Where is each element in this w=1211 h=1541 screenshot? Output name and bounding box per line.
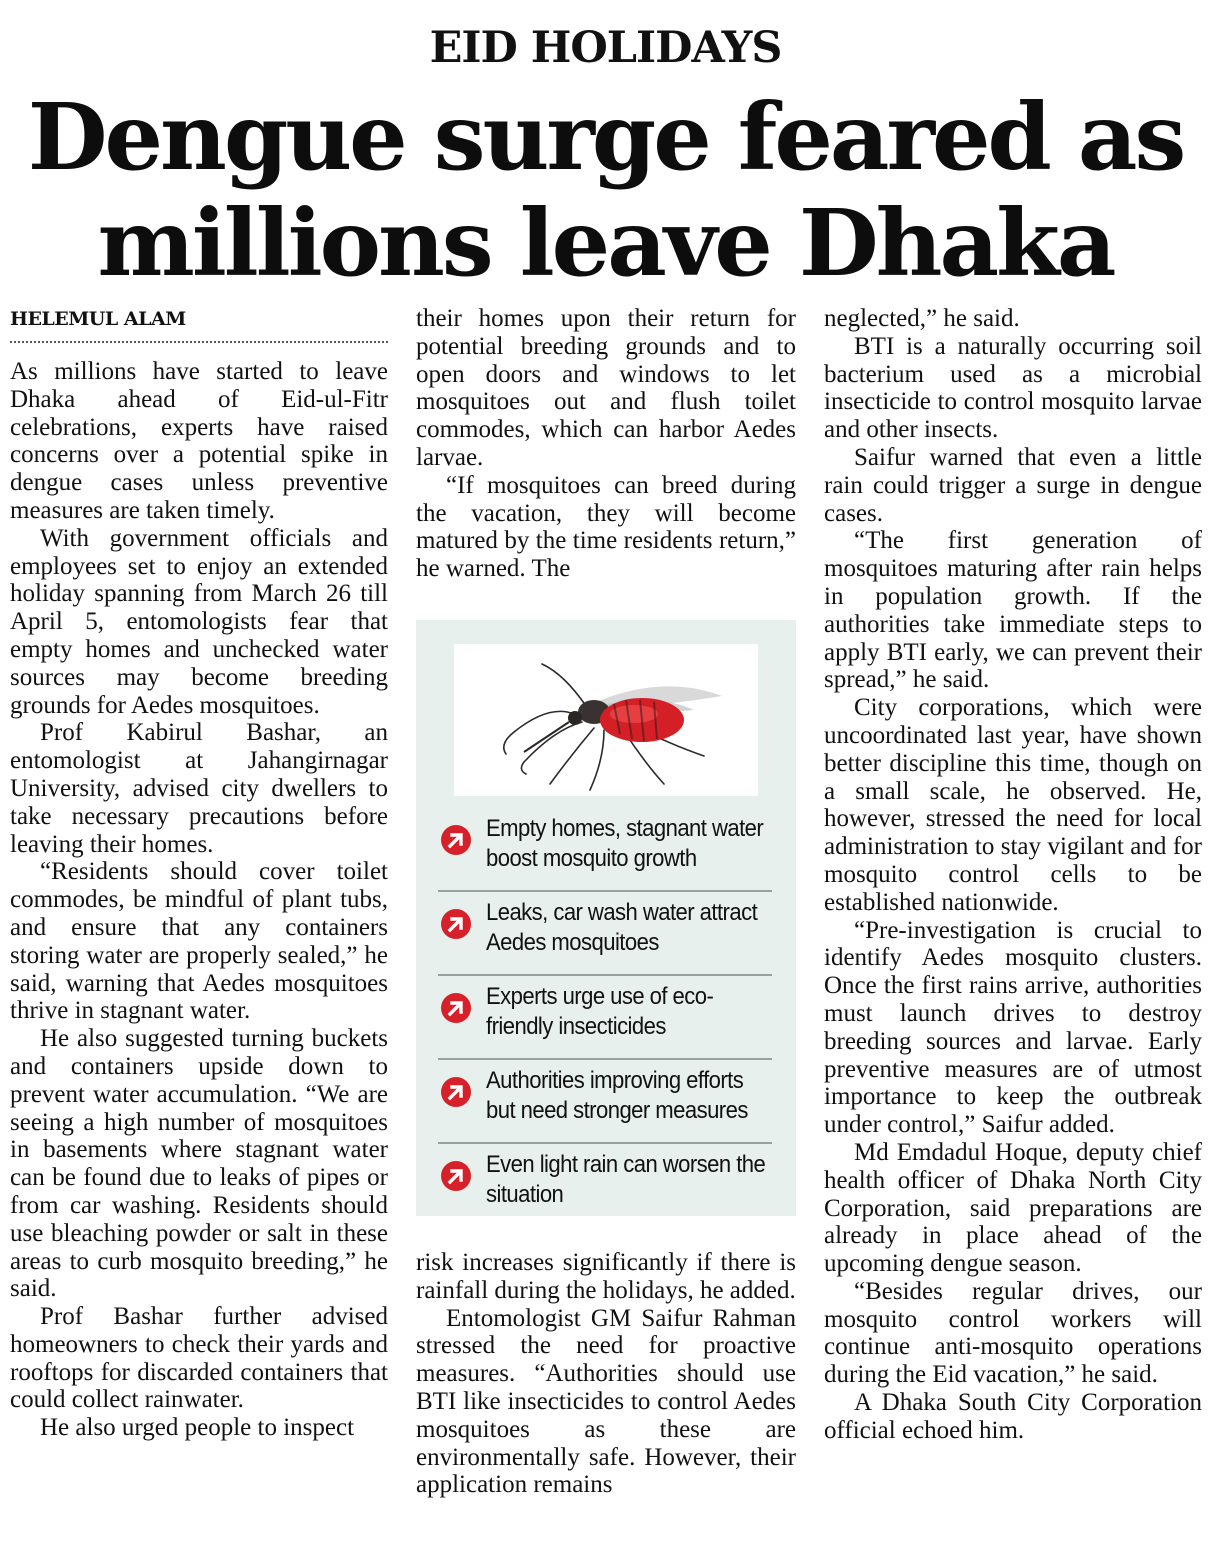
highlight-line: Experts urge use of eco- bbox=[486, 983, 714, 1010]
list-item bbox=[438, 978, 772, 1060]
paragraph: BTI is a naturally occurring soil bacterium used as a microbial insecticide to control mosquito larvae and other insects. bbox=[824, 332, 1202, 444]
arrow-circle-icon bbox=[440, 824, 472, 856]
paragraph: “The first generation of mosquitoes maturing after rain helps in population growth. If the authorities take immediate steps to apply BTI early, we can prevent their spread,” he said. bbox=[824, 527, 1202, 694]
paragraph: Md Emdadul Hoque, deputy chief health officer of Dhaka North City Corporation, said preparations are already in place ahead of the upcoming dengue season. bbox=[824, 1138, 1202, 1278]
arrow-circle-icon bbox=[440, 908, 472, 940]
highlight-line: situation bbox=[486, 1181, 564, 1208]
paragraph: Entomologist GM Saifur Rahman stressed the need for proactive measures. “Authorities should use BTI like insecticides to control Aedes mosquitoes as these are environmentally safe. However, their application remains bbox=[416, 1304, 796, 1499]
paragraph: City corporations, which were uncoordinated last year, have shown better discipline this time, though on a small scale, he observed. He, however, stressed the need for local administration to stay vigilant and for mosquito control cells to be established nationwide. bbox=[824, 694, 1202, 916]
byline-divider bbox=[10, 341, 388, 343]
highlight-line: boost mosquito growth bbox=[486, 845, 697, 872]
paragraph: As millions have started to leave Dhaka ahead of Eid-ul-Fitr celebrations, experts have raised concerns over a potential spike in dengue cases unless preventive measures are taken timely. bbox=[10, 358, 388, 524]
headline-line-1: Dengue surge feared as bbox=[27, 83, 1184, 191]
highlight-text bbox=[486, 898, 758, 958]
paragraph: He also suggested turning buckets and containers upside down to prevent water accumulation. “We are seeing a high number of mosquitoes in basements where stagnant water can be found due to leaks of pipes or from car washing. Residents should use bleaching powder or salt in these areas to curb mosquito breeding,” he said. bbox=[10, 1025, 388, 1303]
paragraph: “Besides regular drives, our mosquito control workers will continue anti-mosquito operations during the Eid vacation,” he said. bbox=[824, 1277, 1202, 1389]
article-column-2-bottom bbox=[416, 1249, 796, 1499]
highlights-list bbox=[438, 810, 772, 1228]
byline: HELEMUL ALAM bbox=[10, 308, 186, 330]
list-item bbox=[438, 1146, 772, 1226]
highlight-line: Leaks, car wash water attract bbox=[486, 899, 758, 926]
paragraph: Prof Bashar further advised homeowners to check their yards and rooftops for discarded containers that could collect rainwater. bbox=[10, 1303, 388, 1414]
paragraph: neglected,” he said. bbox=[824, 305, 1020, 332]
paragraph: “If mosquitoes can breed during the vacation, they will become matured by the time residents return,” he warned. The bbox=[416, 471, 796, 583]
article-column-3 bbox=[824, 305, 1202, 1445]
paragraph: “Pre-investigation is crucial to identify Aedes mosquito clusters. Once the first rains arrive, authorities must launch drives to destroy breeding sources and larvae. Early preventive measures are of utmost importance to keep the outbreak under control,” Saifur added. bbox=[824, 916, 1202, 1139]
headline bbox=[0, 84, 1211, 296]
highlight-line: Aedes mosquitoes bbox=[486, 929, 659, 956]
paragraph: He also urged people to inspect bbox=[40, 1414, 355, 1442]
highlight-line: but need stronger measures bbox=[486, 1097, 748, 1124]
paragraph: Saifur warned that even a little rain could trigger a surge in dengue cases. bbox=[824, 443, 1202, 527]
highlight-text bbox=[486, 1066, 753, 1126]
list-item bbox=[438, 894, 772, 976]
article-column-1 bbox=[10, 358, 388, 1442]
article-column-2-top bbox=[416, 305, 796, 583]
highlight-line: friendly insecticides bbox=[486, 1013, 666, 1040]
highlight-line: Empty homes, stagnant water bbox=[486, 815, 764, 842]
arrow-circle-icon bbox=[440, 992, 472, 1024]
highlight-text bbox=[486, 1150, 766, 1210]
highlight-text bbox=[486, 814, 764, 874]
paragraph: Prof Kabirul Bashar, an entomologist at Jahangirnagar University, advised city dwellers to take necessary precautions before leaving their homes. bbox=[10, 719, 388, 858]
paragraph: “Residents should cover toilet commodes, be mindful of plant tubs, and ensure that any containers storing water are properly sealed,” he said, warning that Aedes mosquitoes thrive in stagnant water. bbox=[10, 858, 388, 1025]
highlight-line: Even light rain can worsen the bbox=[486, 1151, 766, 1178]
arrow-circle-icon bbox=[440, 1076, 472, 1108]
mosquito-photo bbox=[454, 644, 758, 796]
list-item bbox=[438, 1062, 772, 1144]
mosquito-illustration bbox=[454, 644, 758, 796]
highlight-line: Authorities improving efforts bbox=[486, 1067, 744, 1094]
arrow-circle-icon bbox=[440, 1160, 472, 1192]
paragraph: their homes upon their return for potential breeding grounds and to open doors and windows to let mosquitoes out and flush toilet commodes, which can harbor Aedes larvae. bbox=[416, 305, 796, 471]
kicker: EID HOLIDAYS bbox=[429, 23, 782, 73]
paragraph: risk increases significantly if there is rainfall during the holidays, he added. bbox=[416, 1249, 796, 1304]
paragraph: With government officials and employees set to enjoy an extended holiday spanning from March 26 till April 5, entomologists fear that empty homes and unchecked water sources may become breeding grounds for Aedes mosquitoes. bbox=[10, 524, 388, 719]
paragraph: A Dhaka South City Corporation official echoed him. bbox=[824, 1389, 1202, 1444]
highlights-sidebar bbox=[416, 620, 796, 1216]
headline-line-2: millions leave Dhaka bbox=[97, 189, 1114, 297]
highlight-text bbox=[486, 982, 753, 1042]
list-item bbox=[438, 810, 772, 892]
